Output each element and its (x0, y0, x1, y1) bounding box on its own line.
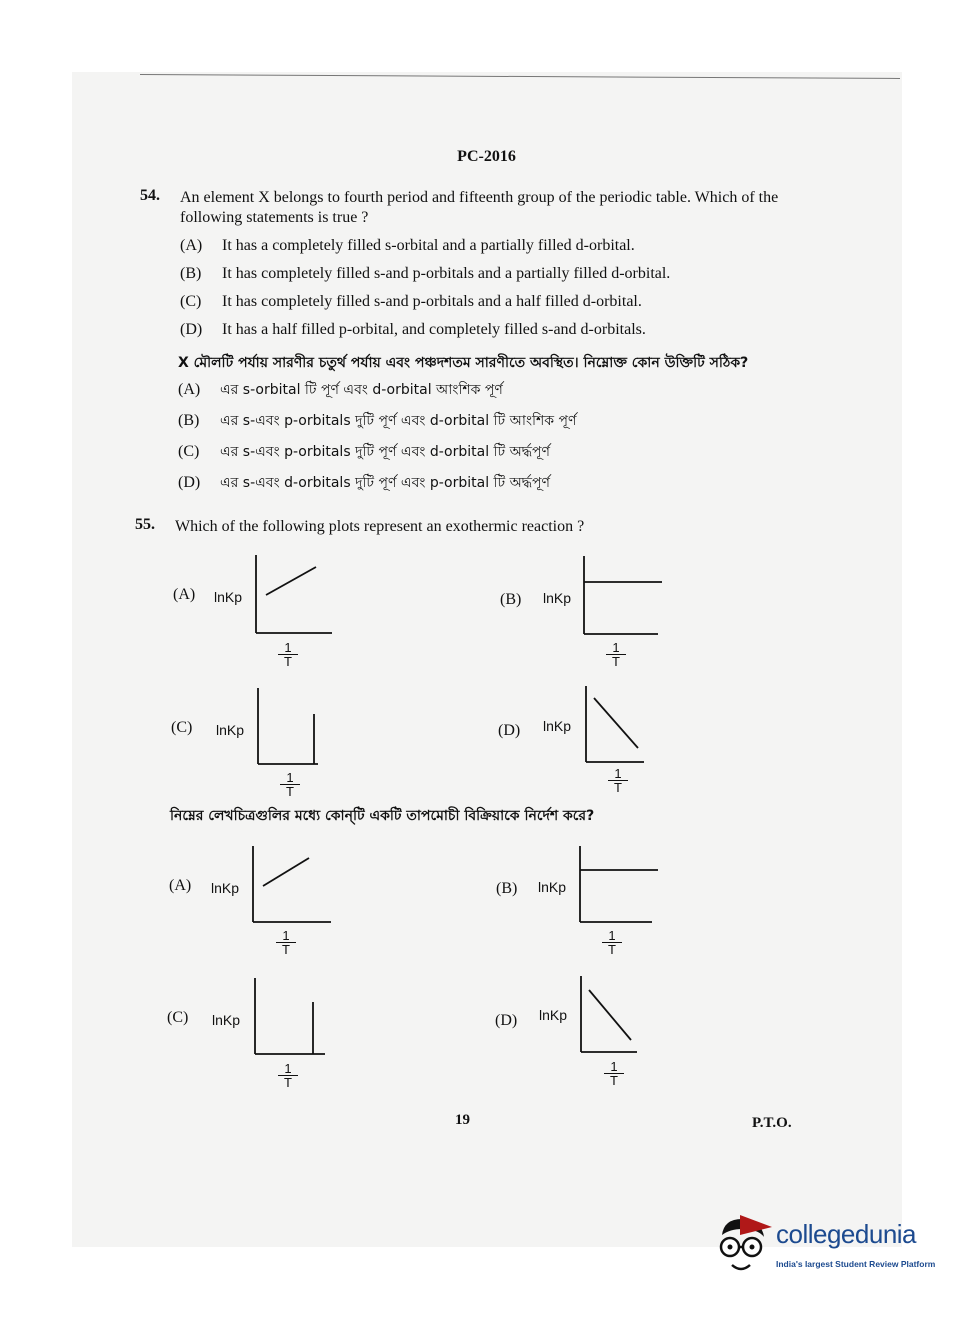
plot-a-ylabel: lnKp (214, 589, 243, 605)
plot-a-trend-line (266, 567, 316, 595)
bn-plot-a-label: (A) (169, 877, 192, 894)
bn-plot-b-ylabel: lnKp (538, 879, 567, 895)
frac-den: T (280, 784, 300, 798)
plot-b-label: (B) (500, 591, 522, 608)
collegedunia-logo[interactable] (712, 1213, 942, 1283)
option-text: এর s-orbital টি পূর্ণ এবং d-orbital আংশিক পূর্ণ (220, 382, 503, 398)
option-label: (C) (180, 293, 202, 310)
bn-plot-b-label: (B) (496, 880, 518, 897)
option-text: It has completely filled s-and p-orbitals and a half filled d-orbital. (222, 293, 642, 310)
frac-den: T (604, 1073, 624, 1087)
frac-den: T (602, 942, 622, 956)
frac-den: T (608, 780, 628, 794)
plot-b-ylabel: lnKp (543, 590, 572, 606)
pto-label: P.T.O. (752, 1115, 792, 1131)
logo-tagline: India's largest Student Review Platform (776, 1259, 936, 1269)
q54-bn-option-c (178, 440, 550, 464)
page-number: 19 (455, 1112, 470, 1128)
frac-num: 1 (286, 770, 294, 785)
paper-code: PC-2016 (457, 148, 516, 165)
option-label: (B) (178, 412, 200, 429)
q54-bn-option-b (178, 409, 577, 433)
bn-plot-d-ylabel: lnKp (539, 1007, 568, 1023)
q55-number: 55. (135, 516, 155, 533)
bn-plot-d-xlabel (604, 1060, 624, 1087)
q54-option-d (180, 321, 646, 339)
plot-d-ylabel: lnKp (543, 718, 572, 734)
plot-b-graph (580, 556, 670, 636)
option-label: (B) (180, 265, 202, 282)
frac-num: 1 (612, 640, 620, 655)
logo-wordmark: collegedunia (776, 1219, 917, 1249)
q54-number: 54. (140, 187, 160, 204)
frac-num: 1 (284, 640, 292, 655)
option-text: It has completely filled s-and p-orbitals and a partially filled d-orbital. (222, 265, 671, 282)
option-label: (A) (180, 237, 203, 254)
option-label: (D) (180, 321, 203, 338)
bn-plot-d-trend-line (589, 990, 631, 1040)
plot-d-xlabel (608, 767, 628, 794)
bn-plot-c-graph (249, 978, 329, 1058)
bn-plot-a-trend-line (263, 858, 309, 886)
plot-c-graph (252, 688, 332, 768)
frac-den: T (276, 942, 296, 956)
frac-den: T (606, 654, 626, 668)
q54-option-a (180, 237, 635, 255)
bn-plot-a-ylabel: lnKp (211, 880, 240, 896)
plot-a-xlabel (278, 641, 298, 668)
option-label: (D) (178, 474, 201, 491)
option-text: It has a half filled p-orbital, and completely filled s-and d-orbitals. (222, 321, 646, 338)
q54-bn-option-d (178, 471, 550, 495)
bn-plot-b-graph (576, 846, 666, 926)
option-text: এর s-এবং d-orbitals দুটি পূর্ণ এবং p-orbital টি অর্দ্ধপূর্ণ (220, 475, 550, 491)
plot-d-trend-line (594, 698, 638, 748)
q54-bn-option-a (178, 378, 503, 402)
bn-plot-c-label: (C) (167, 1009, 189, 1026)
q54-bengali-text: X মৌলটি পর্যায় সারণীর চতুর্থ পর্যায় এবং পঞ্চদশতম সারণীতে অবস্থিত। নিম্নোক্ত কোন উক্তিটি সঠিক? (178, 355, 749, 371)
plot-c-ylabel: lnKp (216, 722, 245, 738)
student-mascot-icon (712, 1213, 774, 1279)
bn-plot-c-ylabel: lnKp (212, 1012, 241, 1028)
bn-plot-d-label: (D) (495, 1012, 518, 1029)
option-label: (C) (178, 443, 200, 460)
frac-num: 1 (284, 1061, 292, 1076)
plot-d-graph (582, 686, 662, 766)
frac-num: 1 (608, 928, 616, 943)
q55-bengali-text: নিম্নের লেখচিত্রগুলির মধ্যে কোন্‌টি একটি তাপমোচী বিক্রিয়াকে নির্দেশ করে? (170, 808, 595, 824)
bn-plot-c-xlabel (278, 1062, 298, 1089)
option-text: এর s-এবং p-orbitals দুটি পূর্ণ এবং d-orbital টি অর্দ্ধপূর্ণ (220, 444, 550, 460)
frac-num: 1 (282, 928, 290, 943)
frac-den: T (278, 1075, 298, 1089)
bn-plot-d-graph (577, 976, 657, 1056)
q54-option-b (180, 265, 670, 283)
plot-a-label: (A) (173, 586, 196, 603)
plot-b-xlabel (606, 641, 626, 668)
frac-num: 1 (614, 766, 622, 781)
q54-option-c (180, 293, 642, 311)
q54-text: An element X belongs to fourth period and fifteenth group of the periodic table. Which of the following statements is true ? (180, 189, 779, 226)
plot-c-label: (C) (171, 719, 193, 736)
frac-num: 1 (610, 1059, 618, 1074)
frac-den: T (278, 654, 298, 668)
plot-d-label: (D) (498, 722, 521, 739)
bn-plot-a-xlabel (276, 929, 296, 956)
bn-plot-a-graph (247, 846, 337, 926)
plot-a-graph (250, 555, 340, 635)
bn-plot-b-xlabel (602, 929, 622, 956)
option-label: (A) (178, 381, 201, 398)
q55-text: Which of the following plots represent an exothermic reaction ? (175, 518, 585, 535)
option-text: It has a completely filled s-orbital and a partially filled d-orbital. (222, 237, 635, 254)
option-text: এর s-এবং p-orbitals দুটি পূর্ণ এবং d-orbital টি আংশিক পূর্ণ (220, 413, 577, 429)
plot-c-xlabel (280, 771, 300, 798)
